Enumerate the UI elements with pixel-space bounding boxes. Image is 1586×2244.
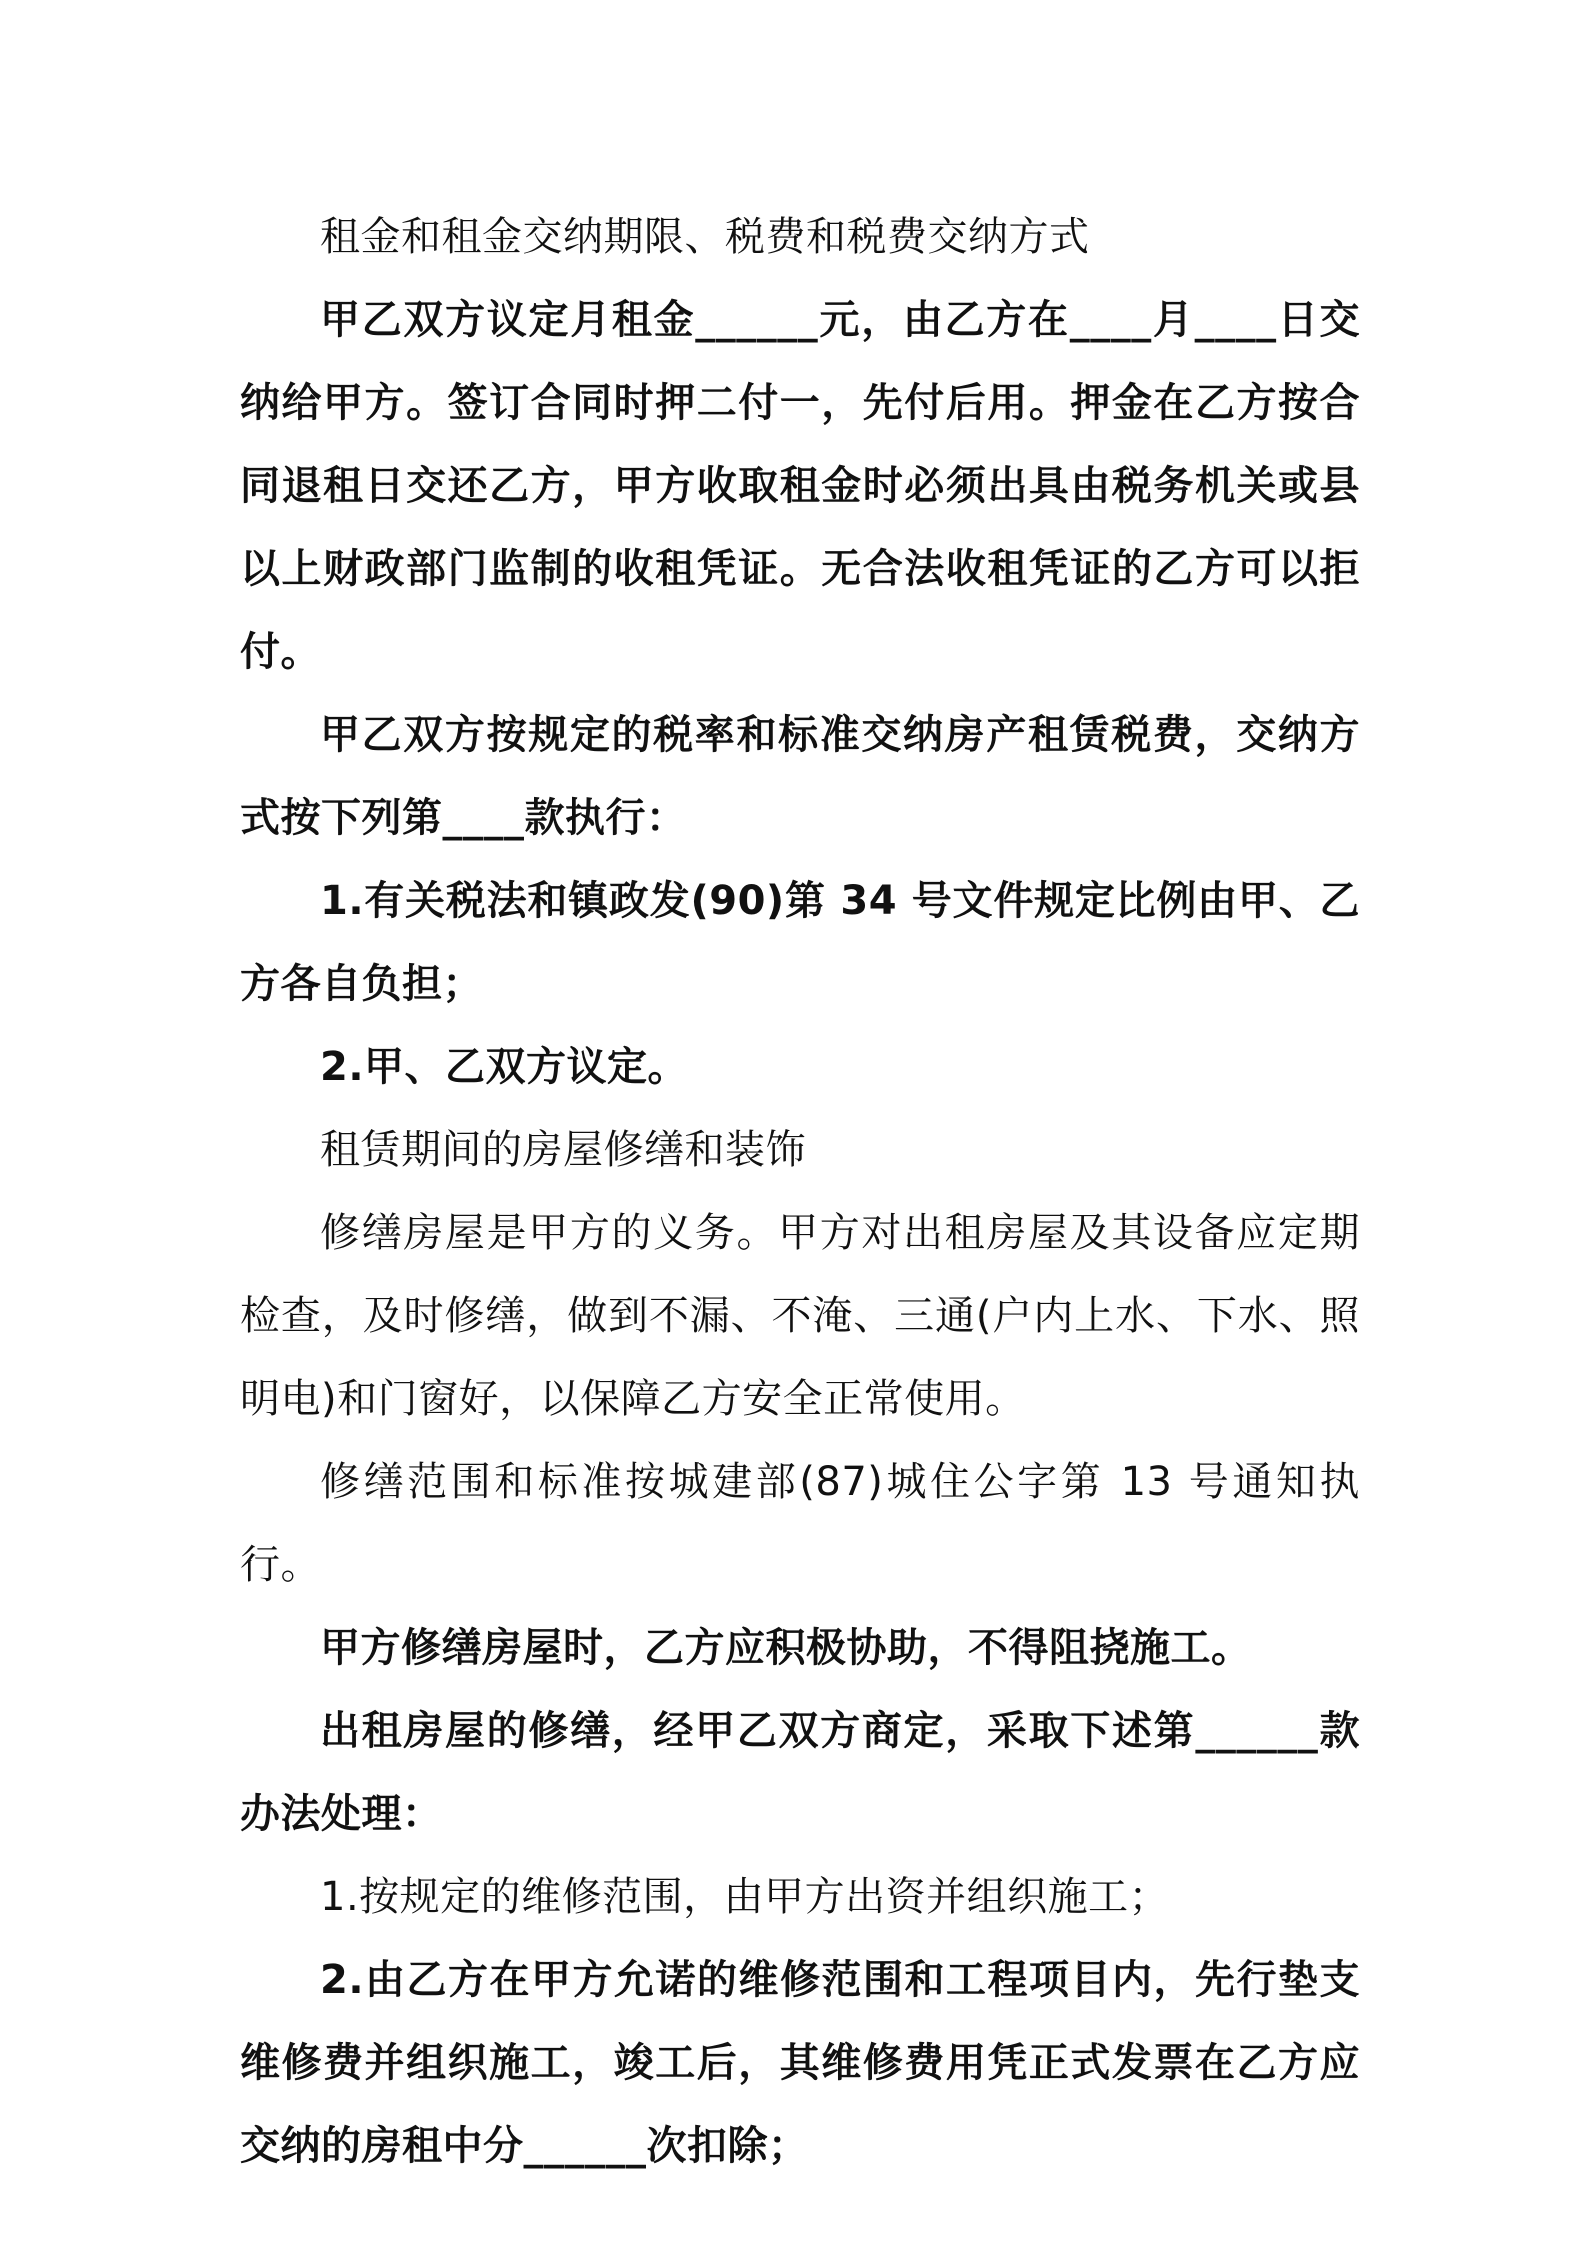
paragraph-repair-cooperation: 甲方修缮房屋时，乙方应积极协助，不得阻挠施工。 (320, 1625, 1252, 1671)
paragraph-repair-method: 出租房屋的修缮，经甲乙双方商定，采取下述第______款办法处理： (240, 1708, 1360, 1837)
list-item-tax-option-2: 2.甲、乙双方议定。 (320, 1044, 689, 1090)
list-item-tax-option-1: 1.有关税法和镇政发(90)第 34 号文件规定比例由甲、乙方各自负担； (240, 878, 1360, 1007)
list-item-repair-option-1: 1.按规定的维修范围，由甲方出资并组织施工； (320, 1874, 1170, 1920)
section-heading-repair: 租赁期间的房屋修缮和装饰 (320, 1127, 806, 1173)
paragraph-repair-standard: 修缮范围和标准按城建部(87)城住公字第 13 号通知执行。 (240, 1459, 1360, 1588)
document-body (240, 196, 1360, 2188)
list-item-repair-option-2: 2.由乙方在甲方允诺的维修范围和工程项目内，先行垫支维修费并组织施工，竣工后，其维修费用凭正式发票在乙方应交纳的房租中分______次扣除； (240, 1957, 1360, 2169)
paragraph-tax-payment: 甲乙双方按规定的税率和标准交纳房产租赁税费，交纳方式按下列第____款执行： (240, 712, 1360, 841)
paragraph-repair-duty: 修缮房屋是甲方的义务。甲方对出租房屋及其设备应定期检查，及时修缮，做到不漏、不淹、三通(户内上水、下水、照明电)和门窗好，以保障乙方安全正常使用。 (240, 1210, 1360, 1422)
section-heading-rent-tax: 租金和租金交纳期限、税费和税费交纳方式 (320, 214, 1090, 260)
paragraph-rent-payment: 甲乙双方议定月租金______元，由乙方在____月____日交纳给甲方。签订合同时押二付一，先付后用。押金在乙方按合同退租日交还乙方，甲方收取租金时必须出具由税务机关或县以上财政部门监制的收租凭证。无合法收租凭证的乙方可以拒付。 (240, 297, 1360, 675)
